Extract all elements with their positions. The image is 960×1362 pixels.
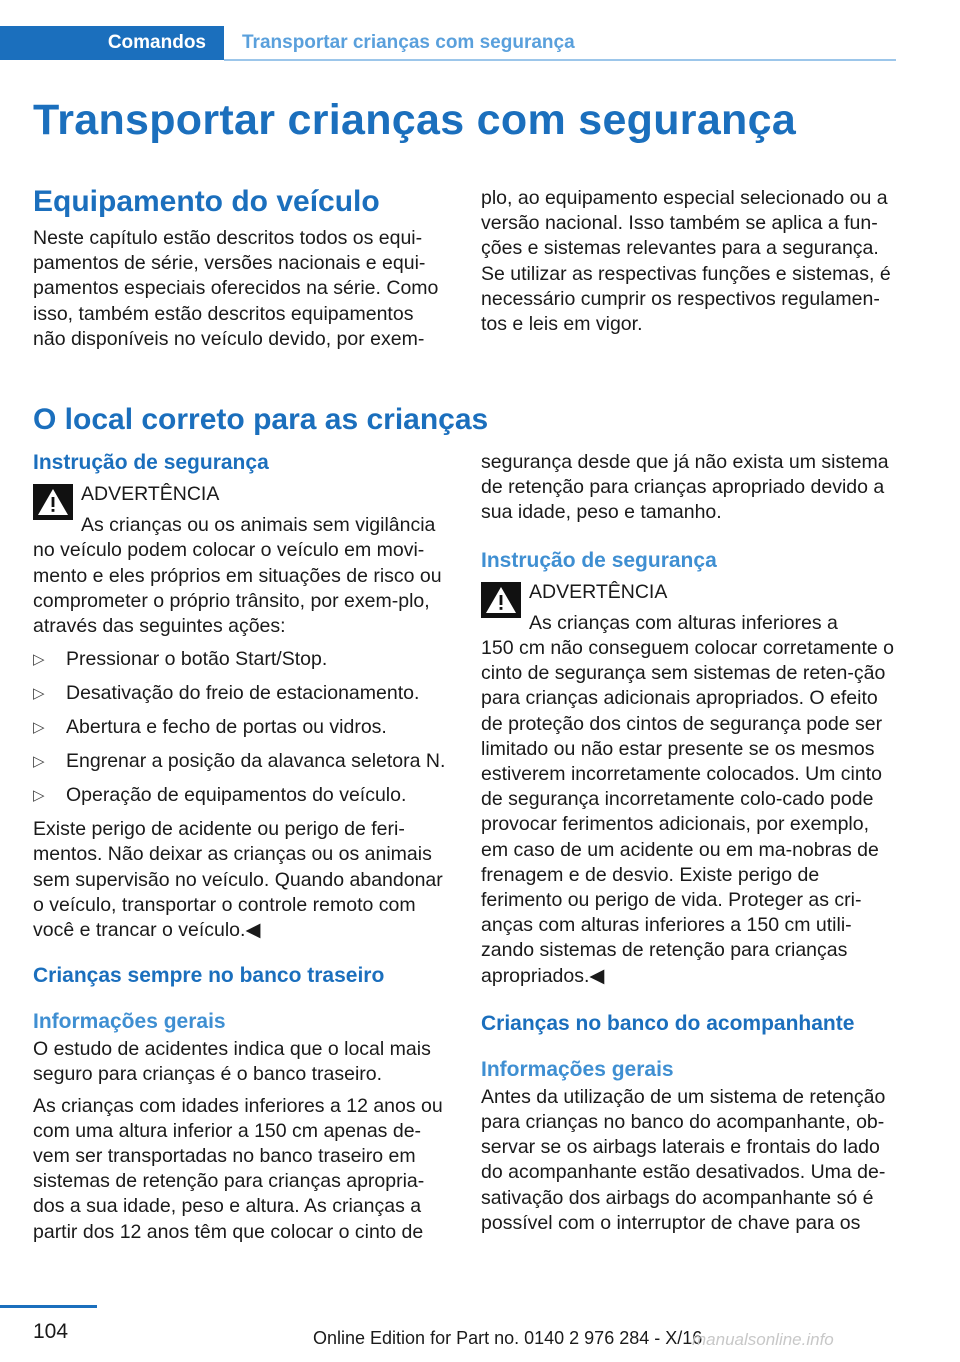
warning-block-left [33,482,451,639]
sec1-left-column [33,184,451,352]
info-paragraph-right: Antes da utilização de um sistema de retenção para crianças no banco do acompanhante, ob-servar se os airbags laterais e frontais do lado do acompanhante estão desativados. Uma de-sativação dos airbags do acompanhante só é possível com o interruptor de chave para os [481,1085,886,1234]
sec2-right-column [481,450,899,1236]
watermark-text: manualsonline.info [692,1330,834,1349]
info-paragraph-1-left: O estudo de acidentes indica que o local mais seguro para crianças é o banco traseiro. [33,1038,431,1086]
warning-first-left: As crianças ou os animais sem vigilância [81,514,436,537]
warning-text-left: no veículo podem colocar o veículo em movi-mento e eles próprios em situações de risco ou comprometer o próprio trânsito, por exem-plo, através das seguintes ações: [33,539,442,638]
header-divider [224,59,896,61]
list-item: ▷ Desativação do freio de estacionamento. [33,682,420,705]
edition-text: Online Edition for Part no. 0140 2 976 284 - X/16 [313,1328,703,1348]
info-paragraph-2-left: As crianças com idades inferiores a 12 anos ou com uma altura inferior a 150 cm apenas de-vem ser transportadas no banco traseiro em sistemas de retenção para crianças apropria-dos a sua idade, peso e altura. As crianças a partir dos 12 anos têm que colocar o cinto de [33,1094,443,1243]
sec2-left-column [33,448,451,1245]
list-item: ▷ Pressionar o botão Start/Stop. [33,648,328,671]
list-item: ▷ Engrenar a posição da alavanca seletora N. [33,750,446,773]
bullet-triangle-icon: ▷ [33,651,45,669]
rear-seat-heading: Crianças sempre no banco traseiro [33,964,385,988]
page-tab[interactable]: Transportar crianças com segurança [242,32,575,53]
warning-end-left: Existe perigo de acidente ou perigo de feri-mentos. Não deixar as crianças ou os animais sem supervisão no veículo. Quando abandonar o veículo, transportar o controle remoto com você e trancar o veículo.◀ [33,818,443,942]
warning-icon [481,582,521,618]
warning-icon [33,484,73,520]
bullet-triangle-icon: ▷ [33,719,45,737]
warning-label-left: ADVERTÊNCIA [81,483,220,505]
sec1-right-text: plo, ao equipamento especial selecionado ou a versão nacional. Isso também se aplica a fun-ções e sistemas relevantes para a segurança. Se utilizar as respectivas funções e sistemas, é necessário cumprir os respectivos regulamen-tos e leis em vigor. [481,187,891,336]
sec2-heading: O local correto para as crianças [33,403,489,436]
header-bar [0,26,896,62]
continued-text: segurança desde que já não exista um sistema de retenção para crianças apropriado devido a sua idade, peso e tamanho. [481,451,889,524]
bullet-triangle-icon: ▷ [33,787,45,805]
safety-heading-left: Instrução de segurança [33,451,269,474]
sec1-heading: Equipamento do veículo [33,185,380,218]
bullet-triangle-icon: ▷ [33,685,45,703]
warning-block-right [481,580,899,989]
page-title: Transportar crianças com segurança [33,96,797,144]
safety-heading-right: Instrução de segurança [481,548,717,572]
info-heading-left: Informações gerais [33,1010,226,1034]
footer-divider [0,1305,97,1308]
action-list [33,647,451,808]
info-heading-right: Informações gerais [481,1057,674,1081]
sec1-right-column [481,186,899,337]
bullet-triangle-icon: ▷ [33,753,45,771]
sec1-left-text: Neste capítulo estão descritos todos os equi-pamentos de série, versões nacionais e equi-pamentos especiais oferecidos na série. Como isso, também estão descritos equipamentos não disponíveis no veículo devido, por exem- [33,227,439,350]
passenger-seat-heading: Crianças no banco do acompanhante [481,1011,855,1035]
warning-text-right: 150 cm não conseguem colocar corretamente o cinto de segurança sem sistemas de reten-ção para crianças adicionais apropriados. O efeito de proteção dos cintos de segurança pode ser limitado ou não estar presente se os mesmos estiverem incorretamente colocados. Um cinto de segurança incorretamente colo-cado pode provocar ferimentos adicionais, por exemplo, em caso de um acidente ou em ma-nobras de frenagem e de desvio. Existe perigo de ferimento ou perigo de vida. Proteger as cri-anças com alturas inferiores a 150 cm utili-zando sistemas de retenção para crianças apropriados.◀ [481,637,894,987]
warning-first-right: As crianças com alturas inferiores a [529,611,838,634]
section-tab[interactable]: Comandos [0,26,224,60]
list-item: ▷ Operação de equipamentos do veículo. [33,784,407,807]
page-number: 104 [33,1320,69,1343]
list-item: ▷ Abertura e fecho de portas ou vidros. [33,716,387,739]
warning-label-right: ADVERTÊNCIA [529,580,668,603]
